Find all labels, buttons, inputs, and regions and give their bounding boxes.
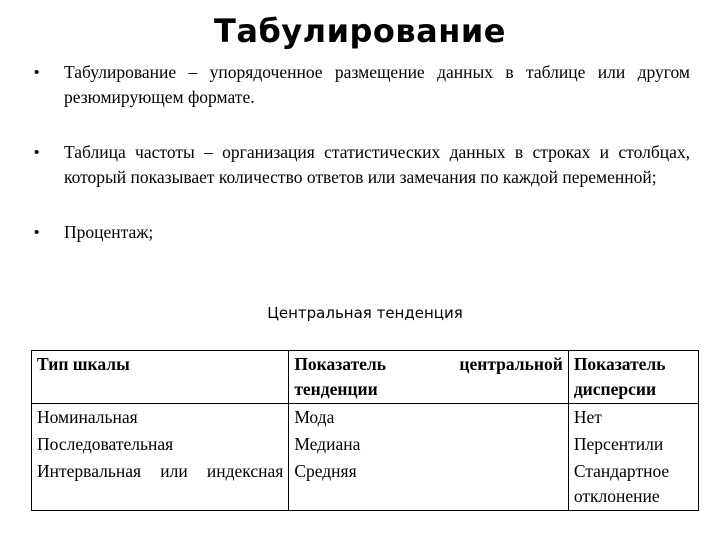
table-row xyxy=(32,431,699,458)
bullet-text: Табулирование – упорядоченное размещение данных в таблице или другом резюмирующем формате. xyxy=(64,62,690,107)
header-central-tendency: Показатель центральной тенденции xyxy=(289,351,569,404)
bullet-marker: • xyxy=(34,64,40,81)
table-cell: Номинальная xyxy=(32,404,289,432)
table-cell: Интервальная или индексная xyxy=(32,458,289,511)
bullet-list xyxy=(34,60,690,275)
table-row xyxy=(32,404,699,432)
table-cell: Стандартное отклонение xyxy=(568,458,698,511)
table-cell: Нет xyxy=(568,404,698,432)
bullet-item xyxy=(34,60,690,110)
bullet-text: Таблица частоты – организация статистических данных в строках и столбцах, который показывает количество ответов или замечания по каждой переменной; xyxy=(64,142,690,187)
bullet-item xyxy=(34,140,690,190)
central-tendency-table xyxy=(31,350,699,511)
bullet-text: Процентаж; xyxy=(64,222,154,242)
table-cell: Мода xyxy=(289,404,569,432)
slide-title: Табулирование xyxy=(214,12,506,50)
table-caption: Центральная тенденция xyxy=(267,304,463,322)
table-cell: Персентили xyxy=(568,431,698,458)
bullet-marker: • xyxy=(34,144,40,161)
header-dispersion: Показатель дисперсии xyxy=(568,351,698,404)
table-header-row xyxy=(32,351,699,404)
table-cell: Медиана xyxy=(289,431,569,458)
bullet-marker: • xyxy=(34,224,40,241)
table-cell: Средняя xyxy=(289,458,569,511)
header-scale-type: Тип шкалы xyxy=(32,351,289,404)
bullet-item xyxy=(34,220,690,245)
table-cell: Последовательная xyxy=(32,431,289,458)
table-row xyxy=(32,458,699,511)
